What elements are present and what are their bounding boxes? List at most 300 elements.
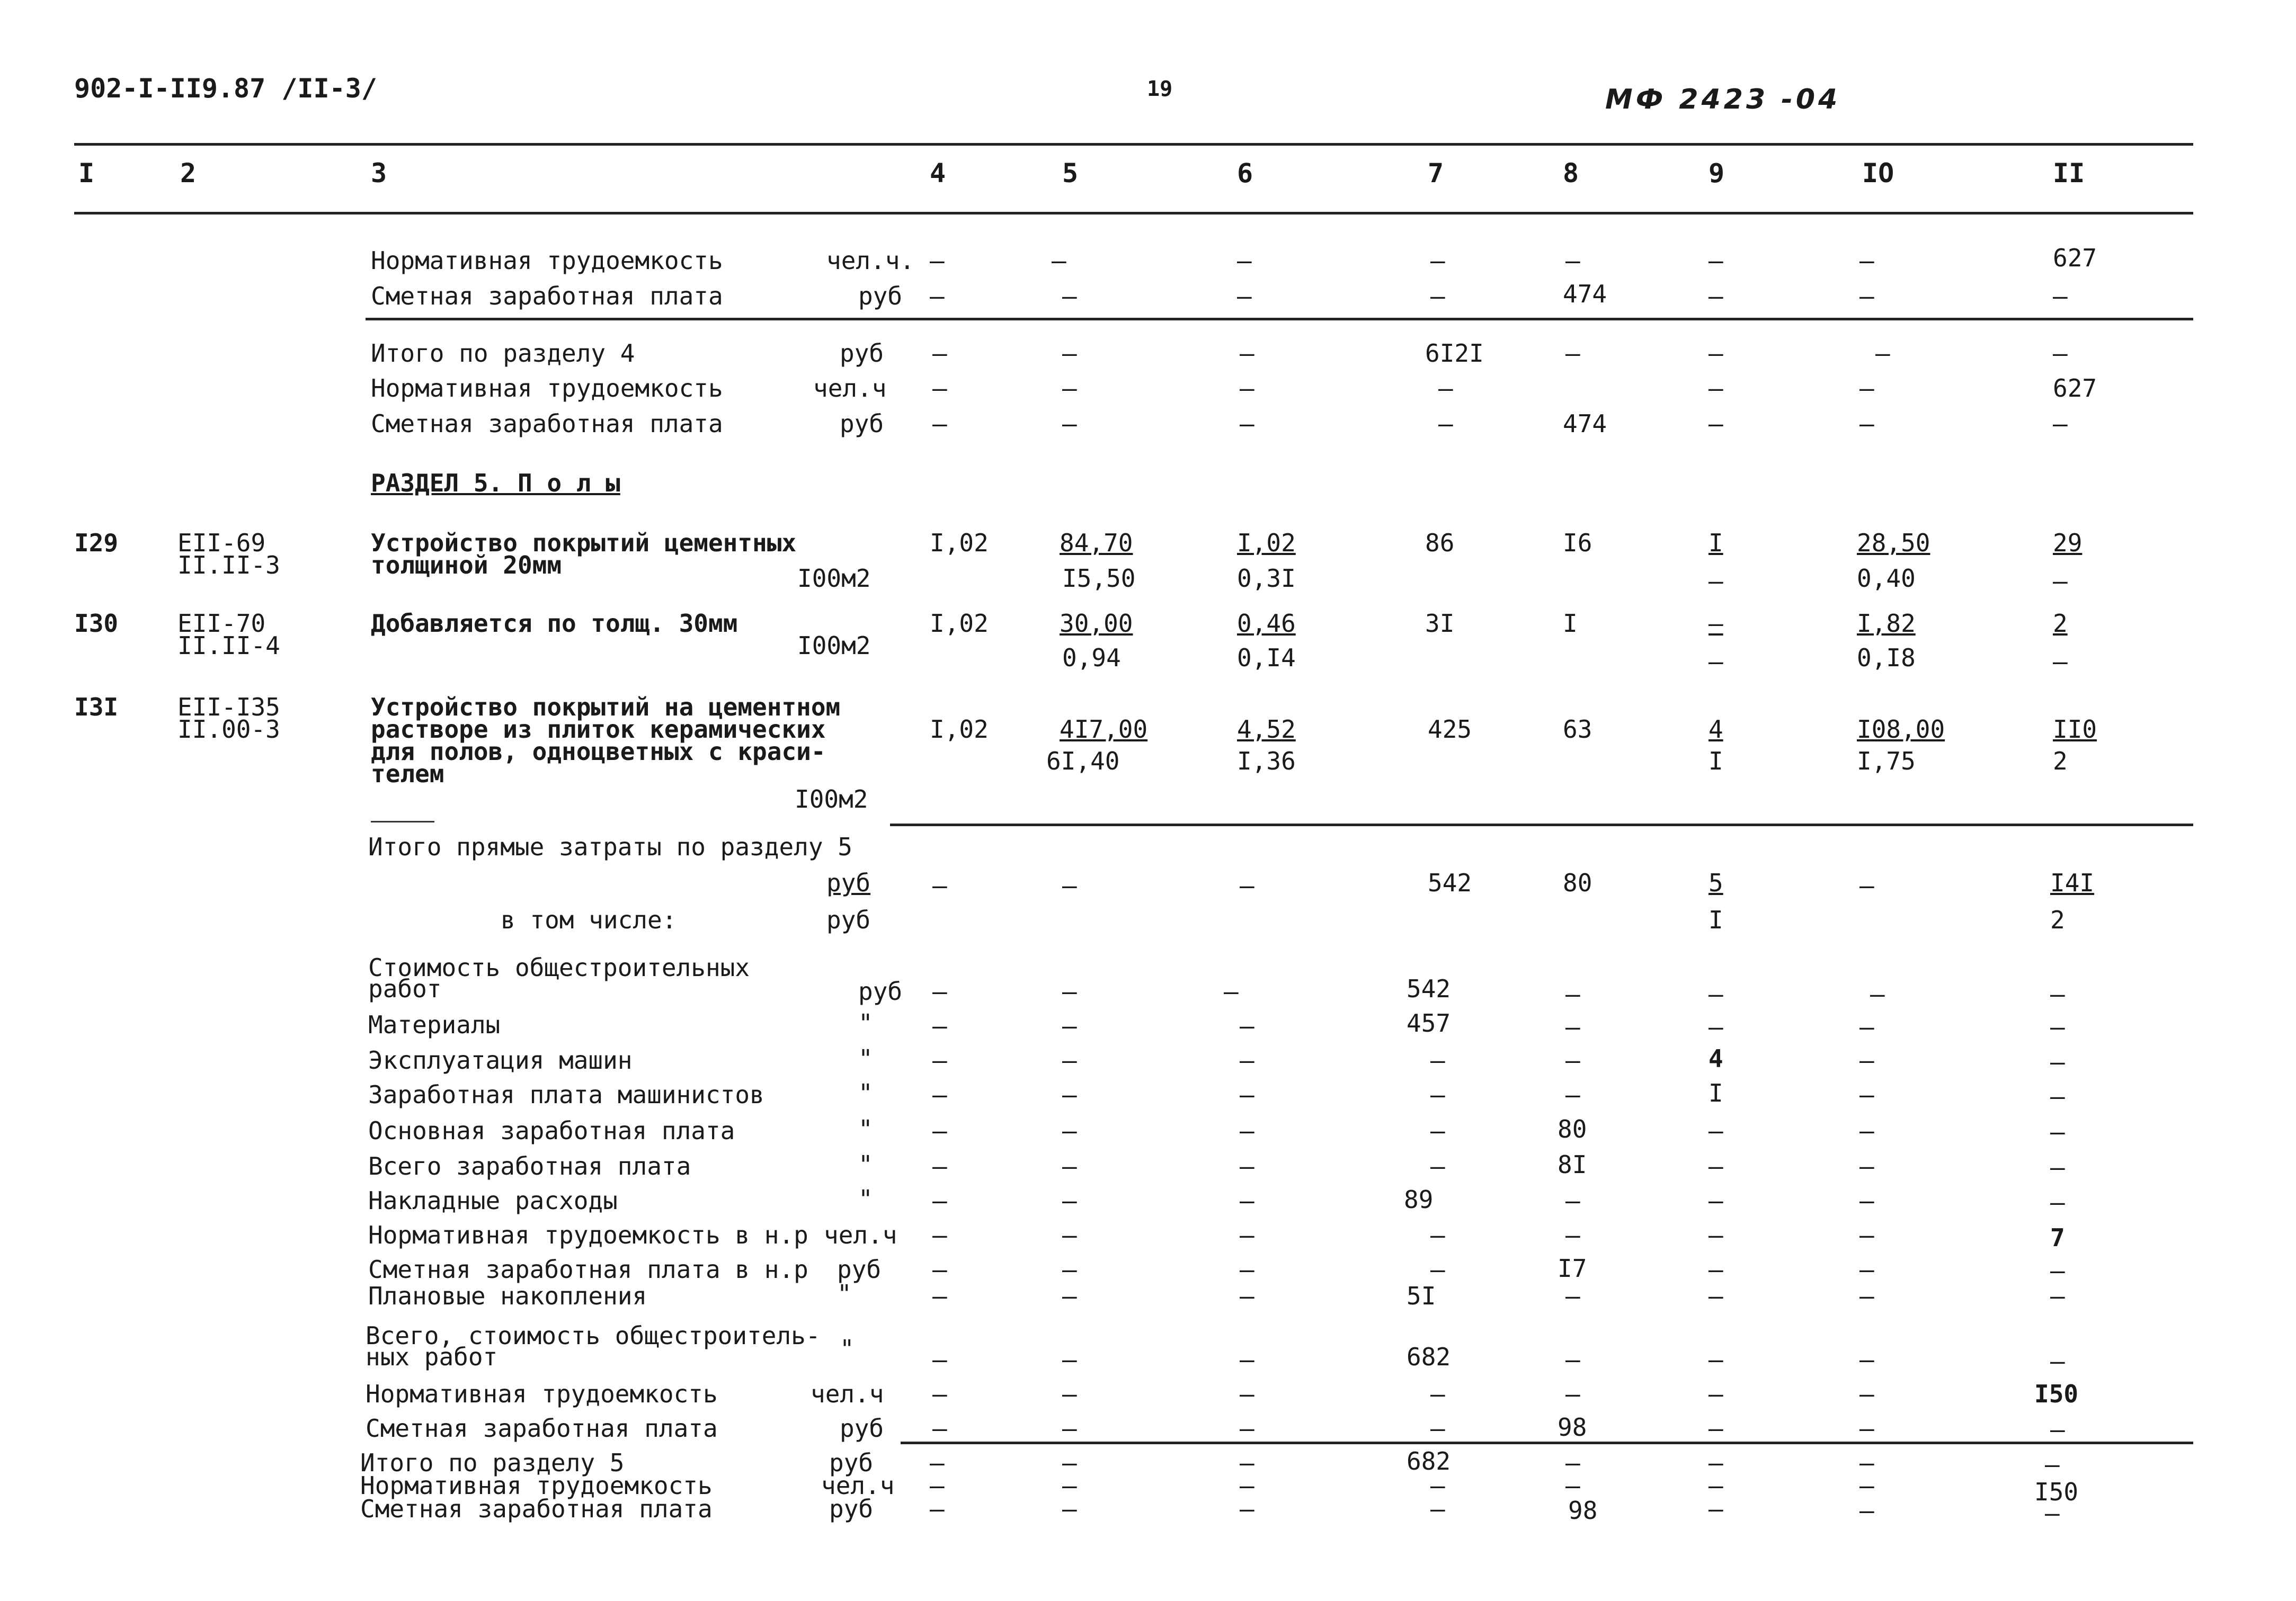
cell-c4: I,02: [930, 529, 989, 557]
page-number: 19: [1147, 77, 1173, 101]
cell-c11: I50: [2034, 1478, 2079, 1506]
row-unit: руб: [858, 977, 903, 1006]
row-label: Итого прямые затраты по разделу 5: [368, 833, 852, 861]
cell-c11: –: [2053, 409, 2068, 438]
cell-c4: –: [930, 1471, 945, 1500]
cell-c9: –: [1708, 1448, 1723, 1477]
cell-c10: –: [1859, 1221, 1874, 1249]
cell-c8: –: [1565, 1046, 1580, 1075]
cell-c11: 627: [2053, 244, 2097, 272]
cell-c9-top: 4: [1708, 715, 1723, 744]
cell-c11-bottom: 2: [2053, 747, 2068, 775]
cell-c11-top: 29: [2053, 529, 2083, 557]
cell-c7: –: [1430, 1495, 1445, 1523]
row-unit: ": [858, 1150, 873, 1179]
cell-c10: –: [1859, 246, 1874, 275]
cell-c9-top: I: [1708, 529, 1723, 557]
colnum-4: 4: [930, 158, 946, 189]
cell-c6: –: [1240, 1255, 1254, 1284]
cell-c9-bottom: –: [1708, 647, 1723, 676]
cell-c8: –: [1565, 1345, 1580, 1374]
cell-c11: –: [2050, 1153, 2065, 1182]
cell-c7: 682: [1407, 1447, 1451, 1475]
cell-c4: –: [932, 1152, 947, 1180]
cell-c6-bottom: 0,3I: [1237, 564, 1296, 593]
cell-c7: –: [1430, 1221, 1445, 1249]
cell-c4: I,02: [930, 715, 989, 744]
row-label: Материалы: [368, 1010, 501, 1039]
cell-c7: 425: [1428, 715, 1472, 744]
cell-c9: –: [1708, 1380, 1723, 1408]
row-unit: ": [858, 1079, 873, 1107]
block-rule: [890, 824, 2193, 826]
cell-c8: I7: [1558, 1254, 1587, 1283]
table-top-rule: [74, 143, 2193, 146]
cell-c4: –: [932, 1414, 947, 1443]
cell-c7: 542: [1428, 869, 1472, 897]
colnum-2: 2: [180, 158, 197, 189]
cell-c4: –: [932, 1282, 947, 1310]
cell-c6: –: [1240, 1080, 1254, 1109]
cell-c10-top: I08,00: [1857, 715, 1945, 744]
row-label: Всего, стоимость общестроитель-: [366, 1321, 821, 1350]
cell-c5-top: 84,70: [1060, 529, 1133, 557]
cell-c6: –: [1240, 871, 1254, 900]
cell-c9-bottom: I: [1708, 906, 1723, 934]
cell-c11: 627: [2053, 374, 2097, 403]
cell-c9: –: [1708, 1255, 1723, 1284]
cell-c8: –: [1565, 1471, 1580, 1500]
cell-c9: –: [1708, 1221, 1723, 1249]
item-unit: I00м2: [795, 785, 868, 813]
item-number: I30: [74, 609, 119, 638]
row-label: Сметная заработная плата: [360, 1495, 713, 1523]
cell-c10-bottom: I,75: [1857, 747, 1916, 775]
item-description: для полов, одноцветных с краси-: [371, 737, 826, 766]
cell-c9-bottom: –: [1708, 567, 1723, 595]
cell-c5: –: [1062, 1380, 1077, 1408]
row-unit: чел.ч.: [826, 246, 915, 275]
row-label: ных работ: [366, 1343, 498, 1371]
cell-c7: –: [1430, 1471, 1445, 1500]
cell-c8: I: [1563, 609, 1578, 638]
cell-c8: I6: [1563, 529, 1592, 557]
cell-c8: 63: [1563, 715, 1592, 744]
cell-c5-bottom: 6I,40: [1046, 747, 1120, 775]
cell-c9: –: [1708, 1116, 1723, 1145]
item-code: ЕII-I35: [177, 693, 280, 721]
cell-c7: 542: [1407, 974, 1451, 1003]
cell-c6: –: [1240, 1282, 1254, 1310]
cell-c7: –: [1430, 1080, 1445, 1109]
cell-c5: –: [1062, 1495, 1077, 1523]
cell-c10: –: [1859, 1046, 1874, 1075]
row-label: Стоимость общестроительных: [368, 953, 750, 982]
cell-c10-top: 28,50: [1857, 529, 1930, 557]
cell-c6: –: [1240, 1414, 1254, 1443]
cell-c6-top: 4,52: [1237, 715, 1296, 744]
cell-c7: –: [1430, 282, 1445, 310]
cell-c4: –: [932, 1345, 947, 1374]
colnum-6: 6: [1237, 158, 1253, 189]
cell-c10: –: [1859, 1116, 1874, 1145]
cell-c6: –: [1240, 1186, 1254, 1215]
row-label: Всего заработная плата: [368, 1152, 691, 1180]
row-label: Нормативная трудоемкость в н.р: [368, 1221, 808, 1249]
cell-c4: –: [932, 409, 947, 438]
cell-c4: –: [932, 977, 947, 1006]
cell-c11-bottom: 2: [2050, 906, 2065, 934]
cell-c6: –: [1237, 282, 1252, 310]
item-description: Устройство покрытий на цементном: [371, 693, 841, 721]
cell-c10: –: [1859, 1345, 1874, 1374]
cell-c5: –: [1062, 871, 1077, 900]
cell-c6: –: [1237, 246, 1252, 275]
cell-c10: –: [1859, 1152, 1874, 1180]
item-code: ЕII-69: [177, 529, 266, 557]
cell-c5: –: [1062, 339, 1077, 368]
cell-c7: –: [1430, 1116, 1445, 1145]
cell-c10: –: [1859, 1448, 1874, 1477]
cell-c10: –: [1859, 282, 1874, 310]
cell-c10-bottom: 0,40: [1857, 564, 1916, 593]
cell-c11-top: II0: [2053, 715, 2097, 744]
cell-c9: –: [1708, 1345, 1723, 1374]
row-unit: руб: [837, 1255, 882, 1284]
cell-c9: –: [1708, 409, 1723, 438]
cell-c7: –: [1430, 1046, 1445, 1075]
cell-c4: –: [932, 1046, 947, 1075]
cell-c5: –: [1062, 1186, 1077, 1215]
item-code-sub: II.II-4: [177, 631, 280, 660]
row-label: Накладные расходы: [368, 1186, 618, 1215]
cell-c4: –: [930, 1448, 945, 1477]
cell-c9: –: [1708, 1013, 1723, 1041]
row-unit: чел.ч: [821, 1471, 895, 1500]
header-bottom-rule: [74, 212, 2193, 214]
cell-c8: 98: [1558, 1413, 1587, 1442]
section-title: РАЗДЕЛ 5. П о л ы: [371, 469, 620, 497]
row-unit: ": [858, 1185, 873, 1213]
item-description: Устройство покрытий цементных: [371, 529, 797, 557]
cell-c9: –: [1708, 1186, 1723, 1215]
cell-c4: –: [932, 339, 947, 368]
item-description: толщиной 20мм: [371, 551, 562, 579]
cell-c9: –: [1708, 1152, 1723, 1180]
cell-c5: –: [1062, 1221, 1077, 1249]
item-code: ЕII-70: [177, 609, 266, 638]
row-unit: ": [837, 1280, 852, 1308]
colnum-9: 9: [1708, 158, 1725, 189]
cell-c5: –: [1062, 1080, 1077, 1109]
cell-c7: 86: [1425, 529, 1455, 557]
cell-c11: –: [2053, 339, 2068, 368]
cell-c4: –: [930, 1495, 945, 1523]
cell-c5: –: [1062, 1116, 1077, 1145]
cell-c5-bottom: 0,94: [1062, 643, 1121, 672]
cell-c4: –: [932, 1080, 947, 1109]
colnum-10: IO: [1862, 158, 1894, 189]
cell-c9: –: [1708, 1495, 1723, 1523]
row-label: Эксплуатация машин: [368, 1046, 633, 1075]
row-label: Основная заработная плата: [368, 1116, 735, 1145]
row-label: Нормативная трудоемкость: [366, 1380, 718, 1408]
document-code: МФ 2423 -04: [1605, 84, 1841, 115]
cell-c7: 89: [1404, 1185, 1434, 1214]
cell-c4: –: [932, 1186, 947, 1215]
row-unit: руб: [829, 1495, 874, 1523]
cell-c11: –: [2050, 1415, 2065, 1444]
cell-c5: –: [1062, 1448, 1077, 1477]
cell-c11: –: [2050, 1347, 2065, 1375]
cell-c4: I,02: [930, 609, 989, 638]
cell-c5: –: [1062, 1012, 1077, 1040]
cell-c8: 98: [1568, 1496, 1598, 1525]
row-label: Нормативная трудоемкость: [371, 374, 723, 403]
cell-c6: –: [1240, 1152, 1254, 1180]
cell-c10: –: [1859, 1013, 1874, 1041]
item-number: I3I: [74, 693, 119, 721]
cell-c5: –: [1062, 1345, 1077, 1374]
cell-c9: –: [1708, 339, 1723, 368]
cell-c5-top: 4I7,00: [1060, 715, 1148, 744]
cell-c4: –: [932, 871, 947, 900]
cell-c7: 3I: [1425, 609, 1455, 638]
cell-c11: I50: [2034, 1380, 2079, 1408]
cell-c11: –: [2050, 1048, 2065, 1076]
cell-c10-bottom: 0,I8: [1857, 643, 1916, 672]
row-unit: руб: [829, 1448, 874, 1477]
cell-c11: –: [2045, 1499, 2060, 1527]
row-unit: чел.ч: [811, 1380, 884, 1408]
cell-c4: –: [932, 1012, 947, 1040]
cell-c7: –: [1430, 1152, 1445, 1180]
cell-c9: –: [1708, 1471, 1723, 1500]
cell-c7: 6I2I: [1425, 339, 1484, 368]
row-unit: руб: [840, 1414, 884, 1443]
row-unit: ": [858, 1009, 873, 1037]
cell-c6: –: [1240, 1221, 1254, 1249]
colnum-8: 8: [1563, 158, 1579, 189]
row-label: Нормативная трудоемкость: [360, 1471, 713, 1500]
cell-c6: –: [1240, 374, 1254, 403]
row-unit: руб: [858, 282, 903, 310]
row-label: Сметная заработная плата: [366, 1414, 718, 1443]
cell-c8: 8I: [1558, 1150, 1587, 1179]
cell-c9: –: [1708, 282, 1723, 310]
cell-c7: 457: [1407, 1009, 1451, 1037]
colnum-5: 5: [1062, 158, 1079, 189]
cell-c7: –: [1438, 409, 1453, 438]
cell-c8: 474: [1563, 409, 1607, 438]
cell-c7: 5I: [1407, 1282, 1436, 1310]
cell-c10: –: [1859, 1496, 1874, 1525]
cell-c10: –: [1859, 871, 1874, 900]
document-number: 902-I-II9.87 /II-3/: [74, 73, 377, 104]
cell-c9: –: [1708, 374, 1723, 403]
item-code-sub: II.00-3: [177, 715, 280, 744]
cell-c9: –: [1708, 1282, 1723, 1310]
cell-c8: –: [1565, 980, 1580, 1008]
cell-c10: –: [1870, 980, 1885, 1008]
cell-c9: –: [1708, 246, 1723, 275]
item-unit: I00м2: [797, 631, 871, 660]
cell-c4: –: [932, 1380, 947, 1408]
cell-c5: –: [1062, 409, 1077, 438]
cell-c8: –: [1565, 1186, 1580, 1215]
cell-c6-bottom: I,36: [1237, 747, 1296, 775]
cell-c5: –: [1062, 1255, 1077, 1284]
row-note: в том числе:: [501, 906, 677, 934]
cell-c11-top: 2: [2053, 609, 2068, 638]
row-label: Плановые накопления: [368, 1282, 647, 1310]
cell-c8: –: [1565, 1448, 1580, 1477]
cell-c8: –: [1565, 1013, 1580, 1041]
colnum-1: I: [78, 158, 95, 189]
colnum-7: 7: [1428, 158, 1444, 189]
item-description: телем: [371, 759, 444, 788]
cell-c9: –: [1708, 980, 1723, 1008]
cell-c10: –: [1859, 1471, 1874, 1500]
cell-c6: –: [1240, 1116, 1254, 1145]
row-label: работ: [368, 974, 442, 1003]
block-rule: [366, 318, 2193, 320]
cell-c8: –: [1565, 1380, 1580, 1408]
cell-c4: –: [932, 374, 947, 403]
row-unit: ": [858, 1044, 873, 1073]
cell-c11-bottom: –: [2053, 647, 2068, 676]
cell-c5: –: [1052, 246, 1066, 275]
cell-c11: –: [2050, 980, 2065, 1008]
row-unit: ": [858, 1115, 873, 1143]
cell-c5: –: [1062, 1046, 1077, 1075]
cell-c10: –: [1859, 1282, 1874, 1310]
row-label: Нормативная трудоемкость: [371, 246, 723, 275]
cell-c8: 80: [1563, 869, 1592, 897]
cell-c5: –: [1062, 1414, 1077, 1443]
cell-c10: –: [1859, 374, 1874, 403]
cell-c10: –: [1859, 409, 1874, 438]
cell-c11-bottom: –: [2053, 567, 2068, 595]
cell-c6: –: [1240, 1495, 1254, 1523]
cell-c4: –: [932, 1116, 947, 1145]
cell-c6: –: [1240, 1046, 1254, 1075]
cell-c7: –: [1438, 374, 1453, 403]
cell-c11: –: [2050, 1282, 2065, 1310]
cell-c4: –: [930, 246, 945, 275]
cell-c5: –: [1062, 977, 1077, 1006]
cell-c11: –: [2050, 1082, 2065, 1111]
cell-c6: –: [1240, 1448, 1254, 1477]
cell-c10: –: [1859, 1186, 1874, 1215]
cell-c6: –: [1240, 1471, 1254, 1500]
item-description: Добавляется по толщ. 30мм: [371, 609, 738, 638]
cell-c7: –: [1430, 246, 1445, 275]
cell-c11: –: [2045, 1450, 2060, 1479]
cell-c9-bottom: I: [1708, 747, 1723, 775]
cell-c10: –: [1875, 339, 1890, 368]
cell-c5: –: [1062, 374, 1077, 403]
row-label: Сметная заработная плата: [371, 409, 723, 438]
cell-c6: –: [1240, 1345, 1254, 1374]
short-rule: [371, 821, 434, 822]
cell-c6-top: I,02: [1237, 529, 1296, 557]
cell-c6: –: [1240, 339, 1254, 368]
item-number: I29: [74, 529, 119, 557]
cell-c6-bottom: 0,I4: [1237, 643, 1296, 672]
block-rule: [901, 1442, 2193, 1444]
cell-c6: –: [1240, 409, 1254, 438]
cell-c11: 7: [2050, 1223, 2065, 1252]
cell-c11: –: [2050, 1256, 2065, 1285]
colnum-3: 3: [371, 158, 387, 189]
cell-c6: –: [1224, 977, 1239, 1006]
cell-c8: 474: [1563, 280, 1607, 308]
cell-c9-top: –: [1708, 609, 1723, 638]
cell-c8: 80: [1558, 1115, 1587, 1143]
cell-c6-top: 0,46: [1237, 609, 1296, 638]
cell-c7: –: [1430, 1414, 1445, 1443]
cell-c10: –: [1859, 1255, 1874, 1284]
cell-c7: –: [1430, 1255, 1445, 1284]
colnum-11: II: [2053, 158, 2085, 189]
cell-c10: –: [1859, 1080, 1874, 1109]
row-unit: чел.ч: [813, 374, 887, 403]
cell-c4: –: [932, 1221, 947, 1249]
cell-c5-bottom: I5,50: [1062, 564, 1136, 593]
item-code-sub: II.II-3: [177, 551, 280, 579]
cell-c4: –: [930, 282, 945, 310]
cell-c8: –: [1565, 246, 1580, 275]
cell-c5: –: [1062, 1471, 1077, 1500]
cell-c8: –: [1565, 339, 1580, 368]
cell-c5: –: [1062, 282, 1077, 310]
cell-c7: 682: [1407, 1343, 1451, 1371]
cell-c4: –: [932, 1255, 947, 1284]
cell-c11: –: [2053, 282, 2068, 310]
cell-c10-top: I,82: [1857, 609, 1916, 638]
cell-c5-top: 30,00: [1060, 609, 1133, 638]
cell-c5: –: [1062, 1282, 1077, 1310]
row-label: Сметная заработная плата в н.р: [368, 1255, 808, 1284]
row-unit: руб: [840, 409, 884, 438]
cell-c9: 4: [1708, 1044, 1723, 1073]
row-label: Итого по разделу 4: [371, 339, 635, 368]
cell-c9: –: [1708, 1414, 1723, 1443]
cell-c7: –: [1430, 1380, 1445, 1408]
row-unit: руб: [826, 906, 871, 934]
row-unit: руб: [826, 869, 871, 897]
cell-c9: I: [1708, 1079, 1723, 1107]
cell-c6: –: [1240, 1380, 1254, 1408]
cell-c11: –: [2050, 1013, 2065, 1041]
cell-c9-top: 5: [1708, 869, 1723, 897]
item-unit: I00м2: [797, 564, 871, 593]
cell-c5: –: [1062, 1152, 1077, 1180]
cell-c8: –: [1565, 1282, 1580, 1310]
row-label: Итого по разделу 5: [360, 1448, 625, 1477]
cell-c11: –: [2050, 1188, 2065, 1217]
row-label: Сметная заработная плата: [371, 282, 723, 310]
row-label: Заработная плата машинистов: [368, 1080, 764, 1109]
cell-c11-top: I4I: [2050, 869, 2095, 897]
row-unit: руб: [840, 339, 884, 368]
cell-c8: –: [1565, 1221, 1580, 1249]
cell-c11: –: [2050, 1117, 2065, 1146]
cell-c6: –: [1240, 1012, 1254, 1040]
row-unit: ": [840, 1335, 855, 1363]
cell-c10: –: [1859, 1380, 1874, 1408]
